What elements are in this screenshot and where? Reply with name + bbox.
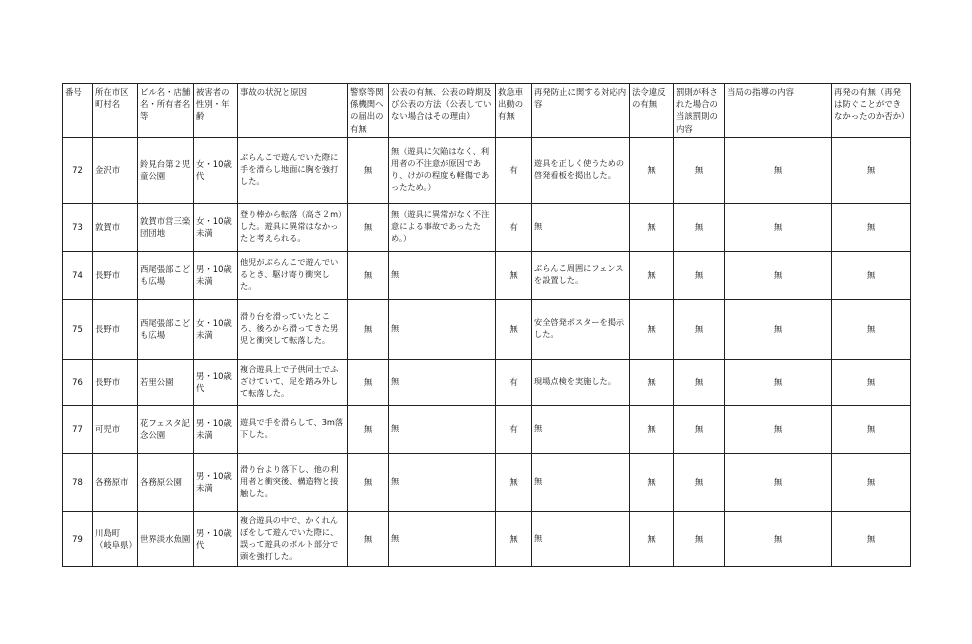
guidance-cell: 無 xyxy=(725,203,832,251)
header-situation: 事故の状況と原因 xyxy=(238,84,348,138)
victim-cell: 男・10歳代 xyxy=(194,359,238,405)
victim-cell: 女・10歳未満 xyxy=(194,299,238,359)
penalty-cell: 無 xyxy=(674,453,725,511)
recurrence-cell: 無 xyxy=(832,405,911,453)
penalty-cell: 無 xyxy=(674,251,725,299)
ambulance-cell: 無 xyxy=(496,453,532,511)
recurrence-cell: 無 xyxy=(832,299,911,359)
recurrence-cell: 無 xyxy=(832,359,911,405)
header-ambulance: 救急車出動の有無 xyxy=(496,84,532,138)
table-body xyxy=(63,137,911,566)
police-report-cell: 無 xyxy=(348,299,389,359)
table-row xyxy=(63,511,911,566)
police-report-cell: 無 xyxy=(348,137,389,203)
violation-cell: 無 xyxy=(630,137,674,203)
place-cell: 各務原公園 xyxy=(138,453,194,511)
table-row xyxy=(63,405,911,453)
recurrence-cell: 無 xyxy=(832,251,911,299)
situation-cell: 複合遊具上で子供同士でふざけていて、足を踏み外して転落した。 xyxy=(238,359,348,405)
prevention-cell: 無 xyxy=(532,203,630,251)
publication-cell: 無 xyxy=(389,359,496,405)
victim-cell: 男・10歳代 xyxy=(194,511,238,566)
city-cell: 川島町（岐阜県） xyxy=(93,511,138,566)
ambulance-cell: 有 xyxy=(496,137,532,203)
guidance-cell: 無 xyxy=(725,511,832,566)
row-number: 78 xyxy=(63,453,93,511)
penalty-cell: 無 xyxy=(674,137,725,203)
prevention-cell: 遊具を正しく使うための啓発看板を掲出した。 xyxy=(532,137,630,203)
guidance-cell: 無 xyxy=(725,299,832,359)
prevention-cell: 安全啓発ポスターを掲示した。 xyxy=(532,299,630,359)
recurrence-cell: 無 xyxy=(832,511,911,566)
row-number: 77 xyxy=(63,405,93,453)
penalty-cell: 無 xyxy=(674,359,725,405)
city-cell: 可児市 xyxy=(93,405,138,453)
police-report-cell: 無 xyxy=(348,203,389,251)
table-row xyxy=(63,359,911,405)
city-cell: 金沢市 xyxy=(93,137,138,203)
ambulance-cell: 無 xyxy=(496,299,532,359)
violation-cell: 無 xyxy=(630,453,674,511)
header-violation: 法令違反の有無 xyxy=(630,84,674,138)
row-number: 76 xyxy=(63,359,93,405)
place-cell: 花フェスタ記念公園 xyxy=(138,405,194,453)
penalty-cell: 無 xyxy=(674,299,725,359)
situation-cell: ぶらんこで遊んでいた際に手を滑らし地面に胸を強打した。 xyxy=(238,137,348,203)
publication-cell: 無 xyxy=(389,251,496,299)
header-place: ビル名・店舗名・所有者名等 xyxy=(138,84,194,138)
situation-cell: 滑り台より落下し、他の利用者と衝突後、構造物と接触した。 xyxy=(238,453,348,511)
ambulance-cell: 有 xyxy=(496,405,532,453)
police-report-cell: 無 xyxy=(348,251,389,299)
ambulance-cell: 無 xyxy=(496,511,532,566)
publication-cell: 無 xyxy=(389,299,496,359)
header-guidance: 当局の指導の内容 xyxy=(725,84,832,138)
violation-cell: 無 xyxy=(630,511,674,566)
place-cell: 敦賀市営三楽団団地 xyxy=(138,203,194,251)
police-report-cell: 無 xyxy=(348,453,389,511)
publication-cell: 無 xyxy=(389,511,496,566)
city-cell: 長野市 xyxy=(93,299,138,359)
victim-cell: 女・10歳代 xyxy=(194,137,238,203)
violation-cell: 無 xyxy=(630,203,674,251)
header-penalty: 罰則が科された場合の当該罰則の内容 xyxy=(674,84,725,138)
ambulance-cell: 無 xyxy=(496,251,532,299)
header-city: 所在市区町村名 xyxy=(93,84,138,138)
table-row xyxy=(63,299,911,359)
guidance-cell: 無 xyxy=(725,453,832,511)
publication-cell: 無 xyxy=(389,405,496,453)
row-number: 72 xyxy=(63,137,93,203)
prevention-cell: 無 xyxy=(532,511,630,566)
header-prevention: 再発防止に関する対応内容 xyxy=(532,84,630,138)
header-police: 警察等関係機関への届出の有無 xyxy=(348,84,389,138)
city-cell: 長野市 xyxy=(93,251,138,299)
penalty-cell: 無 xyxy=(674,405,725,453)
publication-cell: 無（遊具に欠陥はなく、利用者の不注意が原因であり、けがの程度も軽傷であったため。） xyxy=(389,137,496,203)
city-cell: 長野市 xyxy=(93,359,138,405)
header-recurrence: 再発の有無（再発は防ぐことができなかったのか否か） xyxy=(832,84,911,138)
row-number: 75 xyxy=(63,299,93,359)
situation-cell: 登り棒から転落（高さ２m）した。遊具に異常はなかったと考えられる。 xyxy=(238,203,348,251)
place-cell: 鈴見台第２児童公園 xyxy=(138,137,194,203)
victim-cell: 男・10歳未満 xyxy=(194,251,238,299)
recurrence-cell: 無 xyxy=(832,453,911,511)
incident-table xyxy=(62,83,911,567)
prevention-cell: 無 xyxy=(532,453,630,511)
publication-cell: 無（遊具に異常がなく不注意による事故であったため。） xyxy=(389,203,496,251)
recurrence-cell: 無 xyxy=(832,203,911,251)
police-report-cell: 無 xyxy=(348,405,389,453)
situation-cell: 遊具で手を滑らして、3m落下した。 xyxy=(238,405,348,453)
row-number: 79 xyxy=(63,511,93,566)
guidance-cell: 無 xyxy=(725,137,832,203)
penalty-cell: 無 xyxy=(674,203,725,251)
situation-cell: 滑り台を滑っていたところ、後ろから滑ってきた男児と衝突して転落した。 xyxy=(238,299,348,359)
victim-cell: 女・10歳未満 xyxy=(194,203,238,251)
prevention-cell: 無 xyxy=(532,405,630,453)
prevention-cell: 現場点検を実施した。 xyxy=(532,359,630,405)
place-cell: 世界淡水魚園 xyxy=(138,511,194,566)
police-report-cell: 無 xyxy=(348,511,389,566)
table-row xyxy=(63,203,911,251)
place-cell: 若里公園 xyxy=(138,359,194,405)
table-row xyxy=(63,453,911,511)
publication-cell: 無 xyxy=(389,453,496,511)
violation-cell: 無 xyxy=(630,405,674,453)
victim-cell: 男・10歳未満 xyxy=(194,405,238,453)
police-report-cell: 無 xyxy=(348,359,389,405)
city-cell: 敦賀市 xyxy=(93,203,138,251)
city-cell: 各務原市 xyxy=(93,453,138,511)
row-number: 74 xyxy=(63,251,93,299)
penalty-cell: 無 xyxy=(674,511,725,566)
situation-cell: 複合遊具の中で、かくれんぼをして遊んでいた際に、誤って遊具のボルト部分で頭を強打した。 xyxy=(238,511,348,566)
ambulance-cell: 有 xyxy=(496,203,532,251)
ambulance-cell: 有 xyxy=(496,359,532,405)
place-cell: 西尾張部こども広場 xyxy=(138,299,194,359)
row-number: 73 xyxy=(63,203,93,251)
victim-cell: 男・10歳未満 xyxy=(194,453,238,511)
guidance-cell: 無 xyxy=(725,405,832,453)
header-victim: 被害者の性別・年齢 xyxy=(194,84,238,138)
prevention-cell: ぶらんこ周囲にフェンスを設置した。 xyxy=(532,251,630,299)
violation-cell: 無 xyxy=(630,359,674,405)
violation-cell: 無 xyxy=(630,251,674,299)
header-publication: 公表の有無、公表の時期及び公表の方法（公表していない場合はその理由） xyxy=(389,84,496,138)
guidance-cell: 無 xyxy=(725,359,832,405)
guidance-cell: 無 xyxy=(725,251,832,299)
situation-cell: 他児がぶらんこで遊んでいるとき、駆け寄り衝突した。 xyxy=(238,251,348,299)
table-row xyxy=(63,251,911,299)
place-cell: 西尾張部こども広場 xyxy=(138,251,194,299)
header-number: 番号 xyxy=(63,84,93,138)
table-row xyxy=(63,137,911,203)
header-row xyxy=(63,84,911,138)
recurrence-cell: 無 xyxy=(832,137,911,203)
violation-cell: 無 xyxy=(630,299,674,359)
